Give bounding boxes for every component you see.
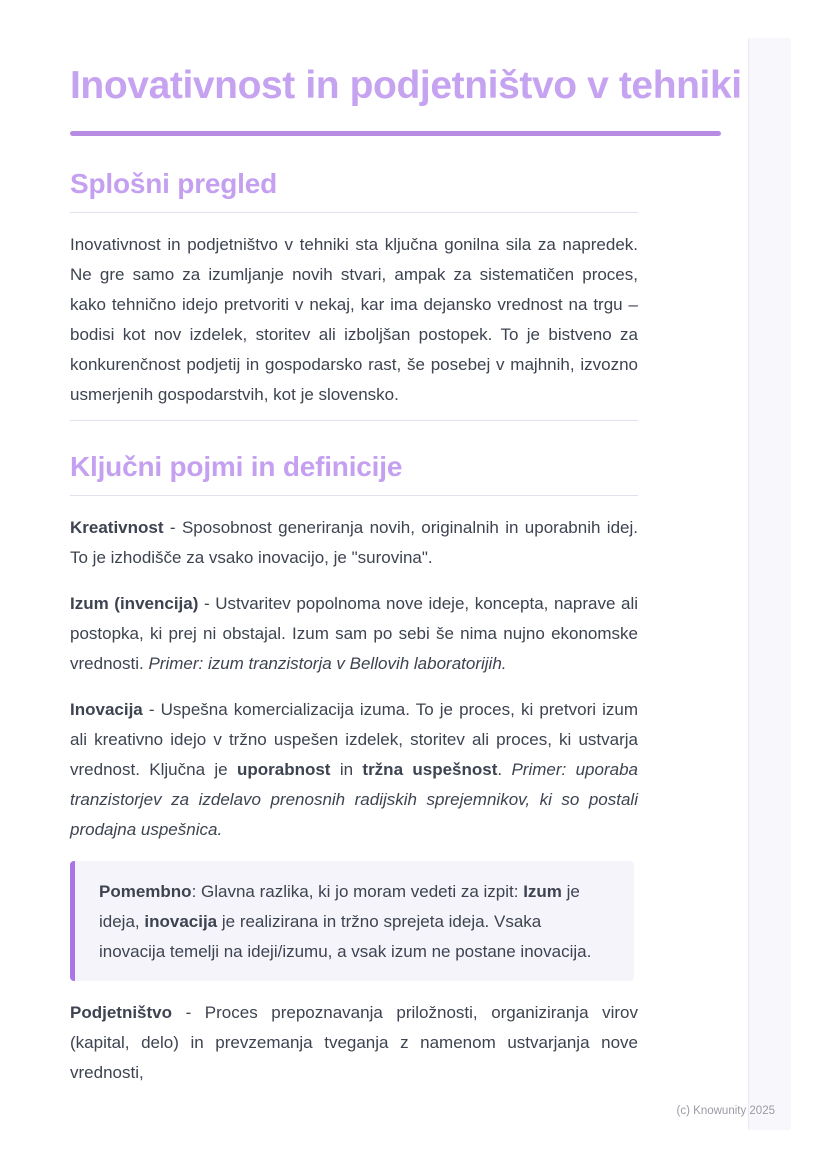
title-rule xyxy=(70,131,721,136)
paragraph-overview: Inovativnost in podjetništvo v tehniki sta ključna gonilna sila za napredek. Ne gre samo za izumljanje novih stvari, ampak za sistematičen proces, kako tehnično idejo pretvoriti v nekaj, kar ima dejansko vrednost na trgu – bodisi kot nov izdelek, storitev ali izboljšan postopek. To je bistveno za konkurenčnost podjetij in gospodarsko rast, še posebej v majhnih, izvozno usmerjenih gospodarstvih, kot je slovensko. xyxy=(70,235,638,404)
callout-text: Pomembno: Glavna razlika, ki jo moram vedeti za izpit: Izum je ideja, inovacija je realizirana in tržno sprejeta ideja. Vsaka inovacija temelji na ideji/izumu, a vsak izum ne postane inovacija. xyxy=(99,882,592,961)
page-edge-strip xyxy=(748,38,791,1130)
section-heading-kljucni-pojmi: Ključni pojmi in definicije xyxy=(70,451,403,482)
heading-underline xyxy=(70,212,638,213)
section-separator xyxy=(70,420,638,421)
section-splosni-pregled xyxy=(70,166,638,410)
paragraph-kreativnost: Kreativnost - Sposobnost generiranja novih, originalnih in uporabnih idej. To je izhodišče za vsako inovacijo, je "surovina". xyxy=(70,518,638,567)
paragraph-inovacija: Inovacija - Uspešna komercializacija izuma. To je proces, ki pretvori izum ali kreativno idejo v tržno uspešen izdelek, storitev ali proces, ki ustvarja vrednost. Ključna je uporabnost in tržna uspešnost. Primer: uporaba tranzistorjev za izdelavo prenosnih radijskih sprejemnikov, ki so postali prodajna uspešnica. xyxy=(70,700,638,839)
page-footer: (c) Knowunity 2025 xyxy=(676,1105,775,1117)
paragraph-izum: Izum (invencija) - Ustvaritev popolnoma nove ideje, koncepta, naprave ali postopka, ki prej ni obstajal. Izum sam po sebi še nima nujno ekonomske vrednosti. Primer: izum tranzistorja v Bellovih laboratorijih. xyxy=(70,594,638,673)
callout-pomembno xyxy=(70,861,634,981)
document-content xyxy=(70,0,742,1088)
paragraph-podjetnistvo: Podjetništvo - Proces prepoznavanja priložnosti, organiziranja virov (kapital, delo) in prevzemanja tveganja z namenom ustvarjanja nove vrednosti, xyxy=(70,1003,638,1082)
section-heading-splosni-pregled: Splošni pregled xyxy=(70,168,278,199)
section-kljucni-pojmi xyxy=(70,449,638,1088)
page-title: Inovativnost in podjetništvo v tehniki xyxy=(70,64,742,107)
heading-underline xyxy=(70,495,638,496)
